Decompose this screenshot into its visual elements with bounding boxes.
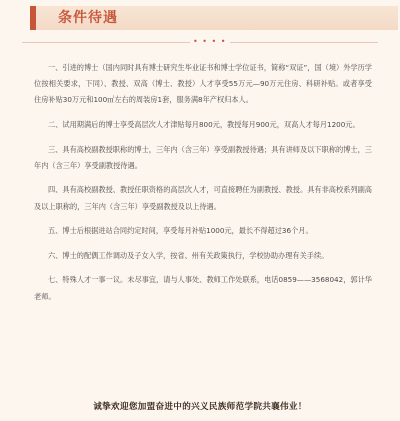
welcome-slogan: 诚挚欢迎您加盟奋进中的兴义民族师范学院共襄伟业！ — [93, 402, 307, 412]
benefits-content — [34, 60, 372, 313]
title-accent-bar — [30, 6, 36, 30]
benefit-paragraph-5: 五、博士后根据进站合同约定时间，享受每月补贴1000元，最长不得超过36个月。 — [48, 226, 313, 236]
benefit-paragraph-7: 七、特殊人才一事一议。未尽事宜，请与人事处、教师工作处联系，电话0859——3568042，郭计华老师。 — [34, 275, 372, 301]
benefit-paragraph-1: 一、引进的博士（国内同时具有博士研究生毕业证书和博士学位证书，简称“双证”，国（境）外学历学位按相关要求，下同）、教授、双高（博士、教授）人才享受55万元—90万元住房、科研补贴。或者享受住房补贴30万元和100㎡左右的周装房1套，服务满8年产权归本人。 — [34, 63, 372, 105]
benefit-paragraph-6: 六、博士的配偶工作调动及子女入学，按省、州有关政策执行，学校协助办理有关手续。 — [48, 250, 329, 260]
benefit-paragraph-4: 四、具有高校副教授、教授任职资格的高层次人才，可直接聘任为副教授、教授。具有非高校系列副高及以上职称的，三年内（含三年）享受副教授及以上待遇。 — [34, 185, 372, 211]
benefit-paragraph-3: 三、具有高校副教授职称的博士，三年内（含三年）享受副教授待遇；具有讲师及以下职称的博士，三年内（含三年）享受副教授待遇。 — [34, 144, 372, 170]
section-title: 条件待遇 — [58, 10, 118, 26]
divider-dots: • • • • — [190, 38, 230, 46]
benefit-paragraph-2: 二、试用期满后的博士享受高层次人才津贴每月800元，教授每月900元，双高人才每月1200元。 — [48, 120, 360, 129]
section-header — [0, 0, 400, 32]
